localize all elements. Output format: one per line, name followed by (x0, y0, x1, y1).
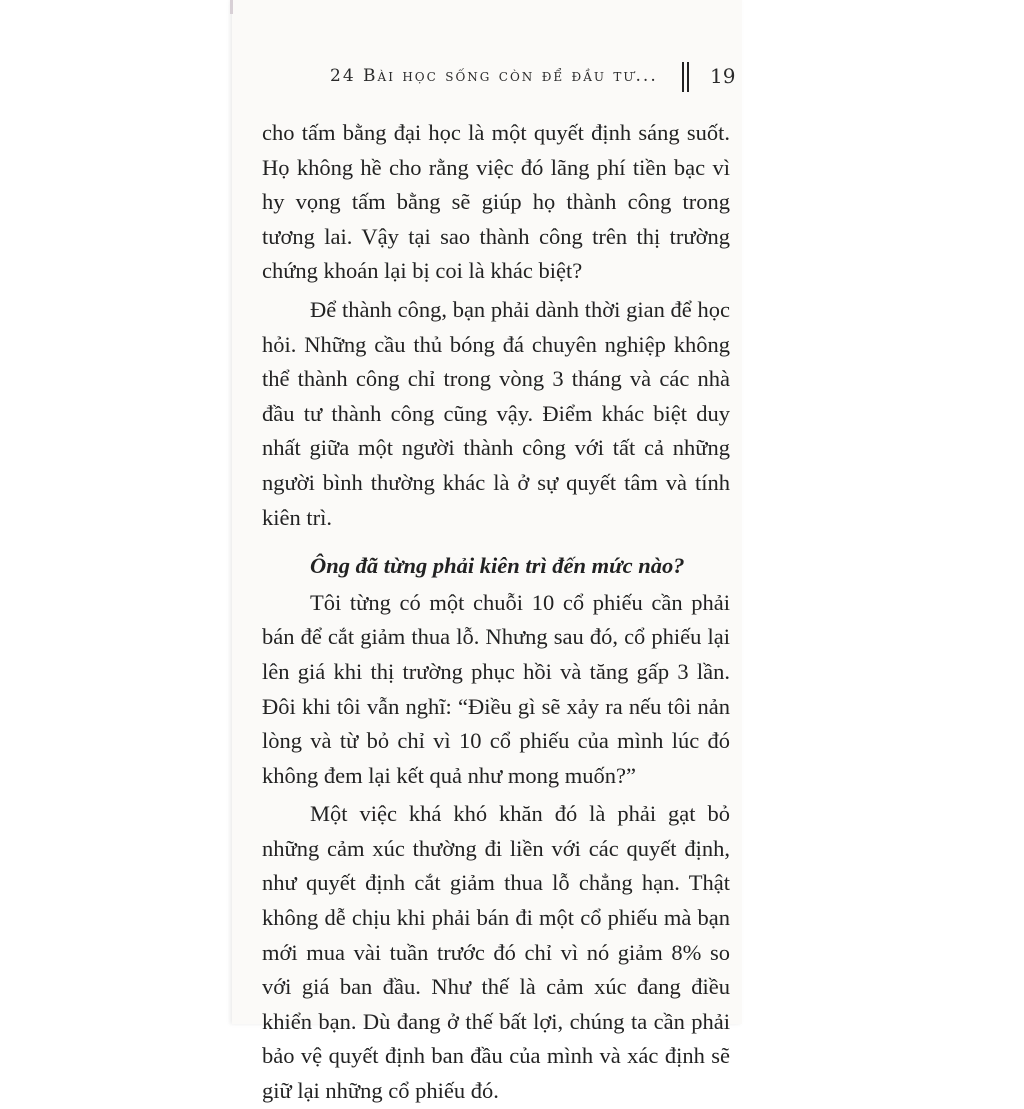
paragraph: Để thành công, bạn phải dành thời gian để học hỏi. Những cầu thủ bóng đá chuyên nghiệp không thể thành công chỉ trong vòng 3 tháng và các nhà đầu tư thành công cũng vậy. Điểm khác biệt duy nhất giữa một người thành công với tất cả những người bình thường khác là ở sự quyết tâm và tính kiên trì. (262, 296, 730, 530)
paragraph: Một việc khá khó khăn đó là phải gạt bỏ những cảm xúc thường đi liền với các quyết định, như quyết định cắt giảm thua lỗ chẳng hạn. Thật không dễ chịu khi phải bán đi một cổ phiếu mà bạn mới mua vài tuần trước đó chỉ vì nó giảm 8% so với giá ban đầu. Như thế là cảm xúc đang điều khiển bạn. Dù đang ở thế bất lợi, chúng ta cần phải bảo vệ quyết định ban đầu của mình và xác định sẽ giữ lại những cổ phiếu đó. (262, 801, 730, 1104)
running-header-title: 24 Bài học sống còn để đầu tư... (330, 66, 658, 86)
page-body (262, 116, 730, 1109)
section-heading: Ông đã từng phải kiên trì đến mức nào? (310, 553, 685, 579)
paragraph: cho tấm bằng đại học là một quyết định sáng suốt. Họ không hề cho rằng việc đó lãng phí tiền bạc vì hy vọng tấm bằng sẽ giúp họ thành công trong tương lai. Vậy tại sao thành công trên thị trường chứng khoán lại bị coi là khác biệt? (262, 120, 730, 284)
header-divider (682, 62, 689, 92)
page-edge-mark (230, 0, 233, 14)
running-header (330, 62, 736, 98)
paragraph: Tôi từng có một chuỗi 10 cổ phiếu cần phải bán để cắt giảm thua lỗ. Nhưng sau đó, cổ phiếu lại lên giá khi thị trường phục hồi và tăng gấp 3 lần. Đôi khi tôi vẫn nghĩ: “Điều gì sẽ xảy ra nếu tôi nản lòng và từ bỏ chỉ vì 10 cổ phiếu của mình lúc đó không đem lại kết quả như mong muốn?” (262, 589, 730, 788)
page-number: 19 (710, 64, 736, 88)
